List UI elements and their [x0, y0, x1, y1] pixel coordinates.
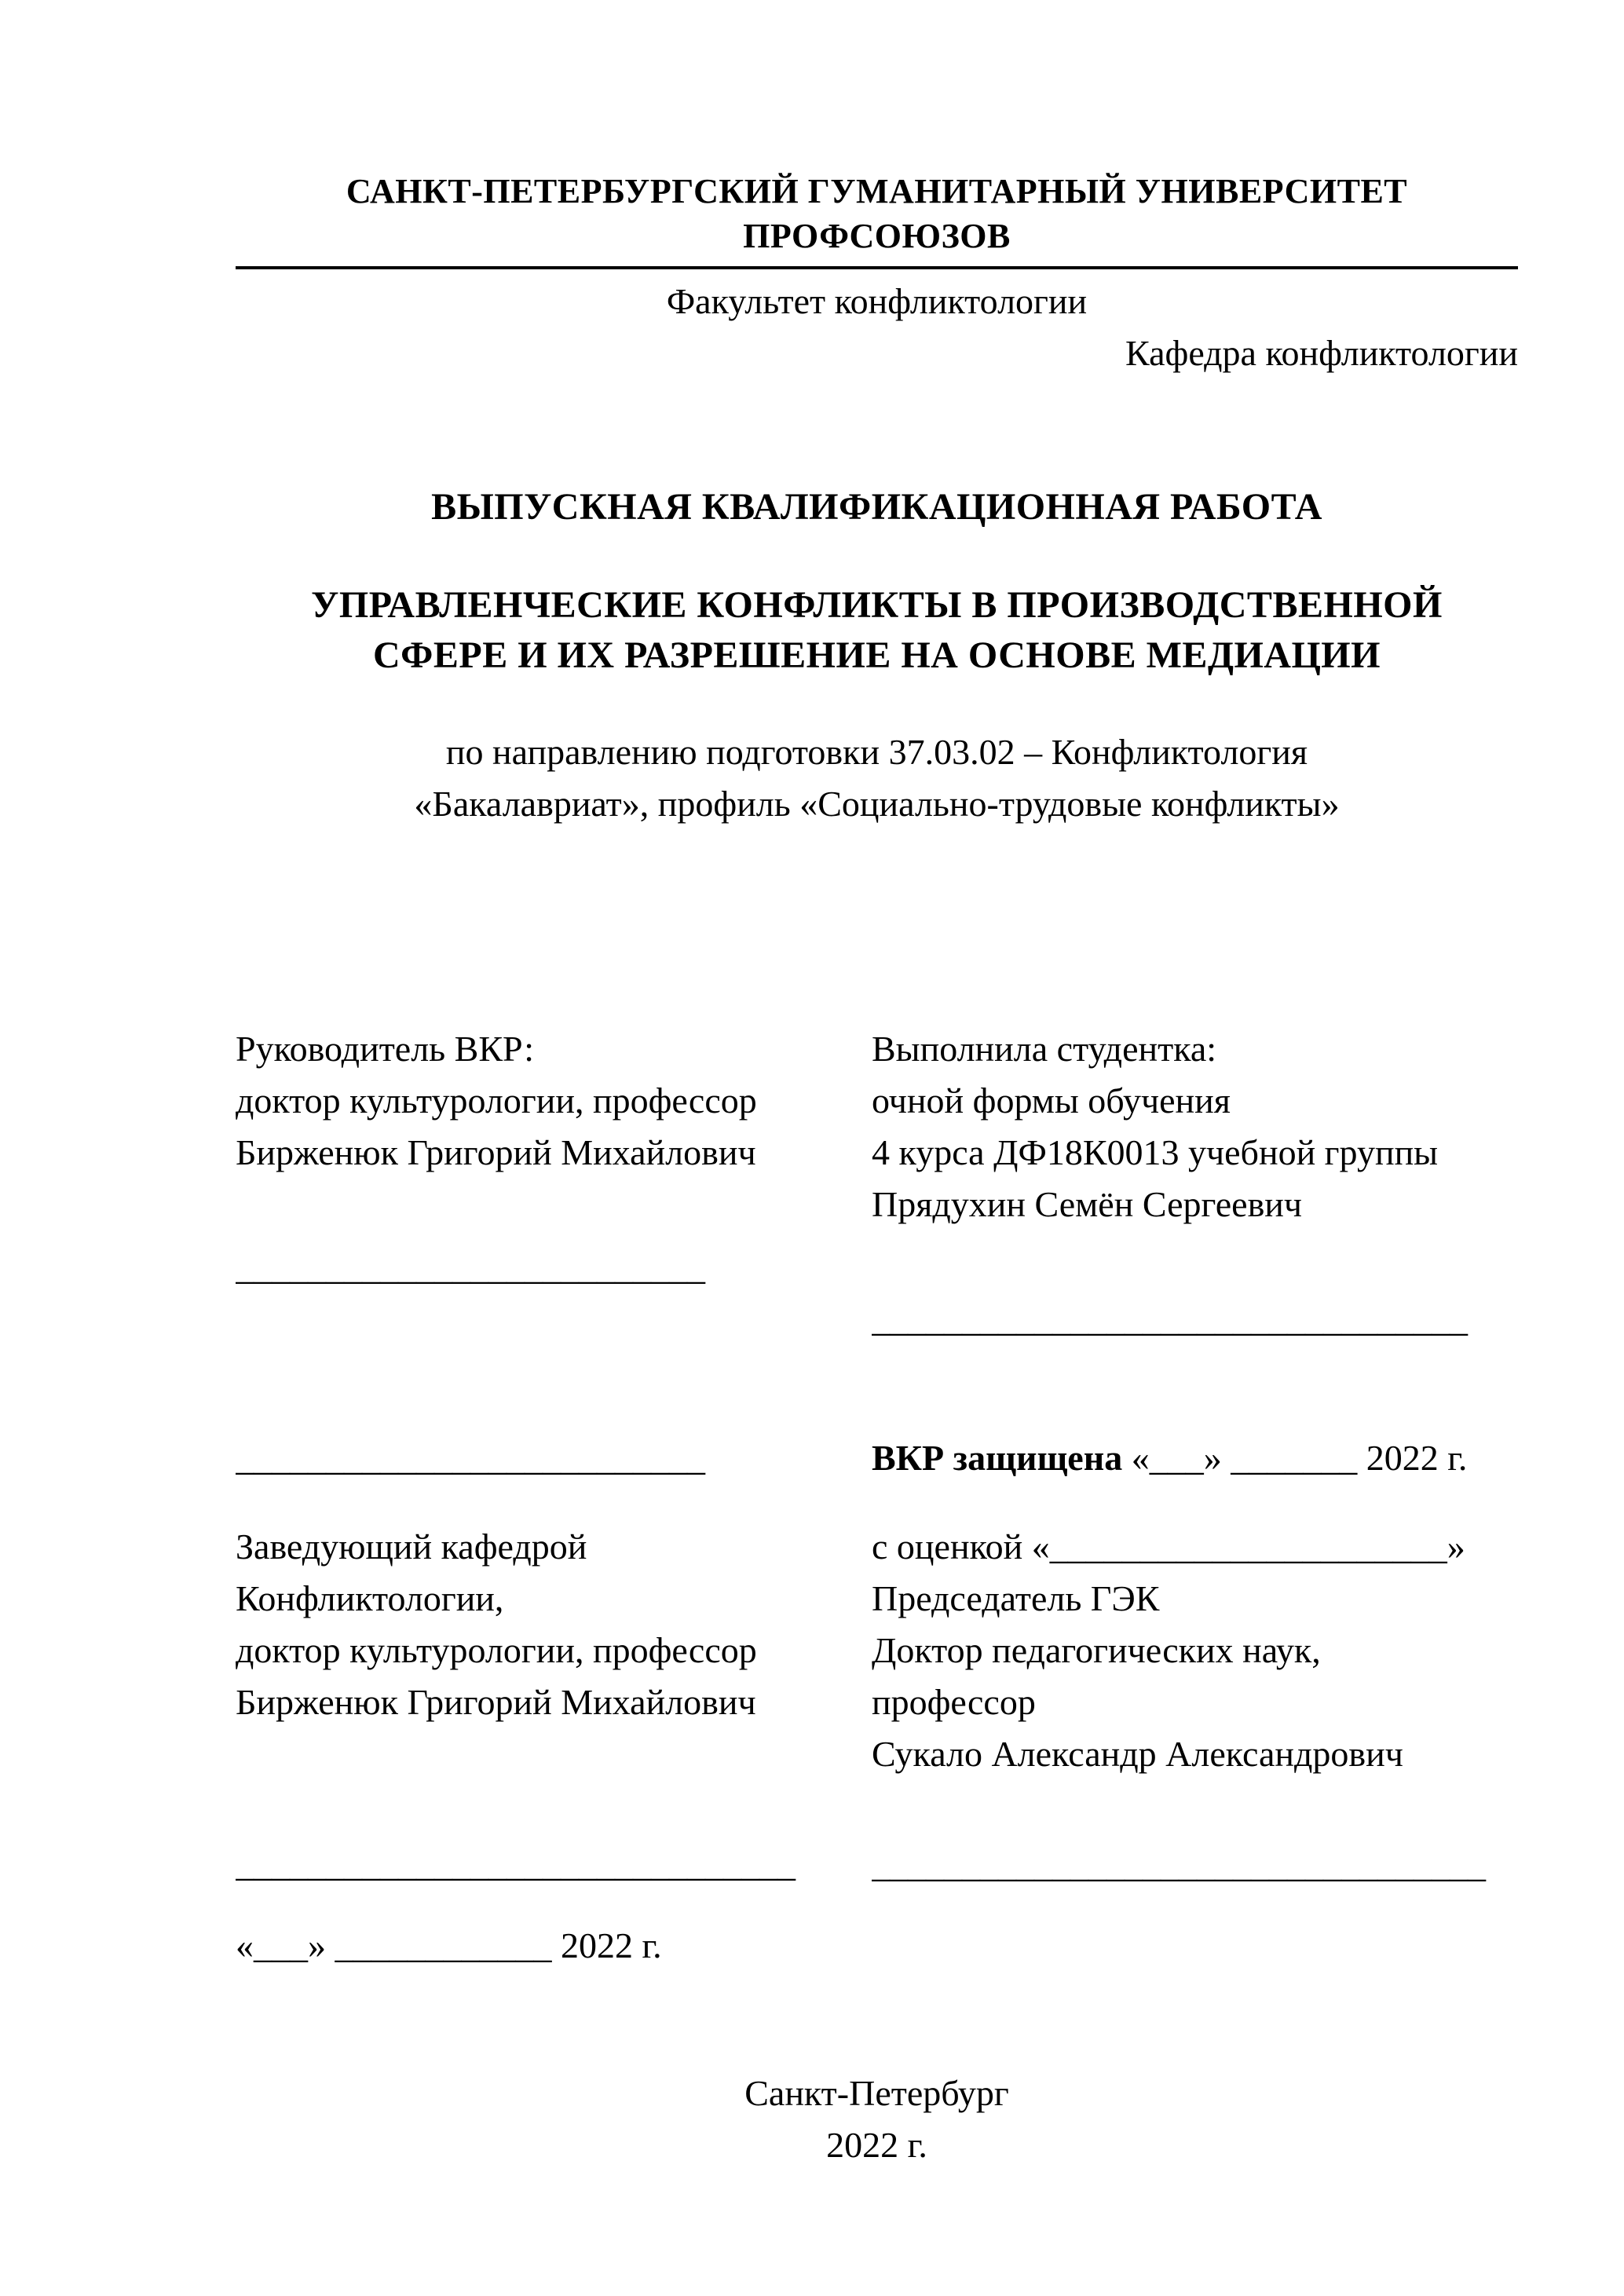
student-name: Прядухин Семён Сергеевич — [872, 1184, 1303, 1225]
department-head-degree: доктор культурологии, профессор — [236, 1630, 757, 1671]
program-info — [236, 726, 1518, 830]
committee-signature-line: __________________________________ — [872, 1844, 1486, 1885]
footer — [236, 2067, 1518, 2171]
thesis-title-line-1: УПРАВЛЕНЧЕСКИЕ КОНФЛИКТЫ В ПРОИЗВОДСТВЕННОЙ — [311, 584, 1443, 627]
student-group: 4 курса ДФ18К0013 учебной группы — [872, 1132, 1439, 1173]
student-signature-line: _________________________________ — [872, 1299, 1468, 1340]
supervisor-block — [236, 1023, 872, 1345]
department-name: Кафедра конфликтологии — [1125, 333, 1518, 374]
thesis-title — [236, 580, 1518, 681]
thesis-title-line-2: СФЕРЕ И ИХ РАЗРЕШЕНИЕ НА ОСНОВЕ МЕДИАЦИИ — [373, 634, 1381, 677]
supervisor-signature-line: __________________________ — [236, 1247, 705, 1288]
work-type-heading: ВЫПУСКНАЯ КВАЛИФИКАЦИОННАЯ РАБОТА — [431, 486, 1322, 528]
defense-label: ВКР защищена — [872, 1438, 1123, 1479]
student-block — [872, 1023, 1518, 1345]
supervisor-role: Руководитель ВКР: — [236, 1029, 535, 1069]
student-role: Выполнила студентка: — [872, 1029, 1217, 1069]
department-head-signature-line-2: _______________________________ — [236, 1844, 796, 1885]
committee-chair-role: Председатель ГЭК — [872, 1578, 1160, 1619]
committee-chair-degree: Доктор педагогических наук, — [872, 1630, 1321, 1671]
supervisor-student-row — [236, 1023, 1518, 1345]
program-profile: «Бакалавриат», профиль «Социально-трудовые конфликты» — [414, 784, 1340, 824]
department-head-name: Бирженюк Григорий Михайлович — [236, 1682, 756, 1723]
defense-date-line — [872, 1432, 1518, 1484]
defense-date-blank: «___» _______ 2022 г. — [1122, 1438, 1468, 1479]
department-head-role-1: Заведующий кафедрой — [236, 1526, 587, 1567]
department-head-defense-row — [236, 1432, 1518, 1972]
department-head-date-line: «___» ____________ 2022 г. — [236, 1925, 662, 1966]
defense-grade-line: с оценкой «______________________» — [872, 1526, 1465, 1567]
defense-block — [872, 1432, 1518, 1972]
faculty-name: Факультет конфликтологии — [666, 281, 1088, 322]
committee-chair-name: Сукало Александр Александрович — [872, 1734, 1403, 1775]
footer-year: 2022 г. — [826, 2125, 927, 2166]
department-head-signature-line: __________________________ — [236, 1438, 705, 1479]
supervisor-name: Бирженюк Григорий Михайлович — [236, 1132, 756, 1173]
footer-city: Санкт-Петербург — [744, 2073, 1009, 2114]
student-study-form: очной формы обучения — [872, 1080, 1231, 1121]
committee-chair-title: профессор — [872, 1682, 1036, 1723]
supervisor-degree: доктор культурологии, профессор — [236, 1080, 757, 1121]
department-head-block — [236, 1432, 872, 1972]
department-head-info — [236, 1521, 872, 1728]
university-name: САНКТ-ПЕТЕРБУРГСКИЙ ГУМАНИТАРНЫЙ УНИВЕРСИТЕТ ПРОФСОЮЗОВ — [236, 169, 1518, 269]
program-direction: по направлению подготовки 37.03.02 – Конфликтология — [445, 732, 1308, 773]
committee-info — [872, 1521, 1518, 1780]
department-head-role-2: Конфликтологии, — [236, 1578, 504, 1619]
